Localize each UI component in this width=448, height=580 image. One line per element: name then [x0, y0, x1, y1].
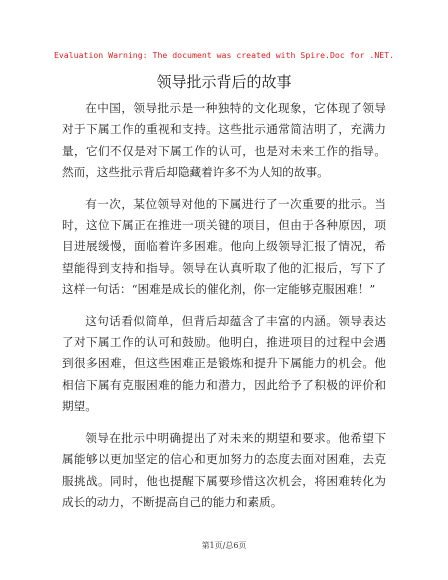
document-title: 领导批示背后的故事	[156, 73, 292, 91]
paragraph: 这句话看似简单，但背后却蕴含了丰富的内涵。领导表达了对下属工作的认可和鼓励。他明白，推进项目的过程中会遇到很多困难，但这些困难正是锻炼和提升下属能力的机会。他相信下属有克服困难的能力和潜力，因此给予了积极的评价和期望。	[62, 313, 386, 414]
document-body	[62, 98, 386, 523]
paragraph: 在中国，领导批示是一种独特的文化现象，它体现了领导对于下属工作的重视和支持。这些批示通常简洁明了，充满力量，它们不仅是对下属工作的认可，也是对未来工作的指导。然而，这些批示背后却隐藏着许多不为人知的故事。	[62, 101, 386, 180]
paragraph: 领导在批示中明确提出了对未来的期望和要求。他希望下属能够以更加坚定的信心和更加努力的态度去面对困难，去克服挑战。同时，他也提醒下属要珍惜这次机会，将困难转化为成长的动力，不断提高自己的能力和素质。	[62, 430, 386, 509]
paragraph: 有一次，某位领导对他的下属进行了一次重要的批示。当时，这位下属正在推进一项关键的项目，但由于各种原因，项目进展缓慢，面临着许多困难。他向上级领导汇报了情况，希望能得到支持和指导。领导在认真听取了他的汇报后，写下了这样一句话：“困难是成长的催化剂，你一定能够克服困难！”	[62, 196, 386, 297]
evaluation-warning: Evaluation Warning: The document was created with Spire.Doc for .NET.	[53, 50, 395, 60]
page-footer: 第1页/总6页	[201, 541, 247, 550]
